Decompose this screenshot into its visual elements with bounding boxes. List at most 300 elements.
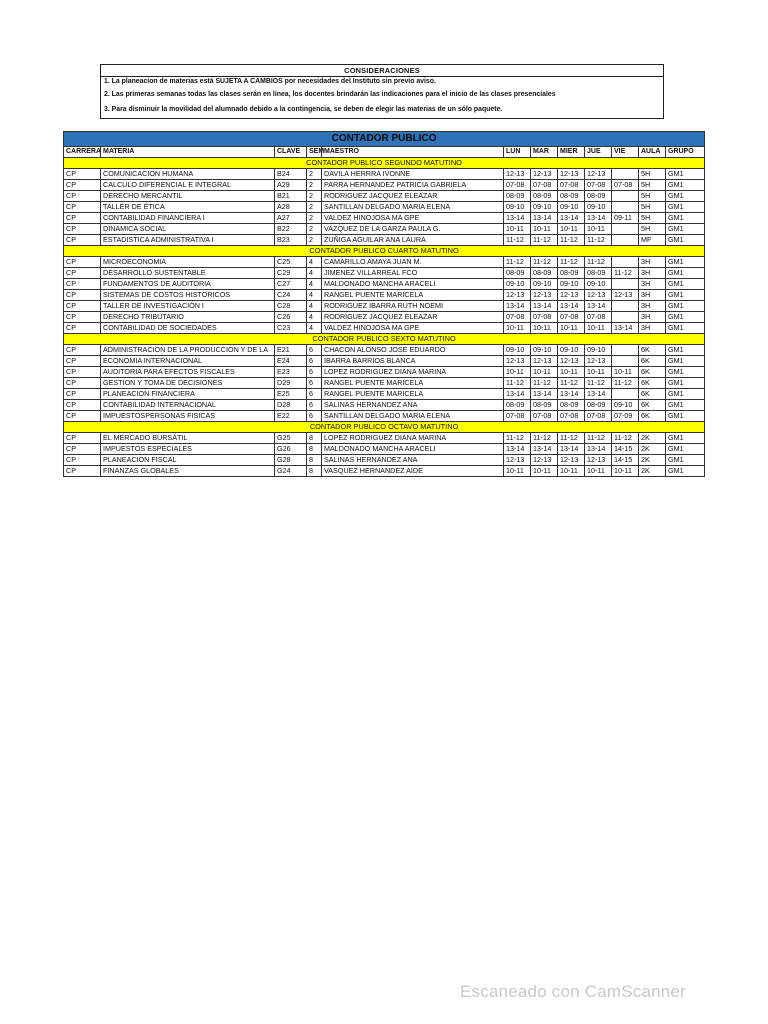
consideration-2: 2. Las primeras semanas todas las clases serán en línea, los docentes brindarán las indicaciones para el inicio de las clases presenciales — [104, 91, 556, 98]
table-cell: 11-12 — [558, 433, 585, 444]
table-cell: 13-14 — [531, 444, 558, 455]
table-cell: RODRIGUEZ IBARRA RUTH NOEMI — [322, 301, 504, 312]
table-cell: 07-08 — [585, 411, 612, 422]
table-cell: 2 — [307, 235, 322, 246]
table-cell: 6K — [639, 411, 666, 422]
table-cell: 13-14 — [504, 213, 531, 224]
table-cell: CP — [64, 235, 101, 246]
table-cell: 07-08 — [585, 312, 612, 323]
table-cell: G28 — [275, 455, 307, 466]
table-cell: 11-12 — [504, 378, 531, 389]
table-cell: G24 — [275, 466, 307, 477]
table-cell: 07-08 — [558, 312, 585, 323]
table-cell: E24 — [275, 356, 307, 367]
table-cell: 11-12 — [612, 378, 639, 389]
table-cell: 09-10 — [504, 345, 531, 356]
table-cell: AUDITORIA PARA EFECTOS FISCALES — [101, 367, 275, 378]
table-cell: RANGEL PUENTE MARICELA — [322, 389, 504, 400]
table-row — [64, 323, 705, 334]
camscanner-watermark: Escaneado con CamScanner — [460, 982, 686, 1001]
table-cell: GM1 — [666, 279, 705, 290]
table-row — [64, 433, 705, 444]
table-cell: 6 — [307, 345, 322, 356]
table-cell: 6 — [307, 411, 322, 422]
table-cell: 2 — [307, 169, 322, 180]
table-cell: DERECHO TRIBUTARIO — [101, 312, 275, 323]
table-cell: 08-09 — [585, 191, 612, 202]
table-cell: RANGEL PUENTE MARICELA — [322, 290, 504, 301]
table-cell: 10-11 — [558, 466, 585, 477]
table-cell: 07-08 — [531, 180, 558, 191]
table-cell: 13-14 — [531, 389, 558, 400]
column-header-row — [64, 147, 705, 158]
table-cell: TALLER DE INVESTIGACIÓN I — [101, 301, 275, 312]
column-header: VIE — [612, 147, 639, 158]
table-cell — [612, 312, 639, 323]
table-cell: 4 — [307, 323, 322, 334]
table-cell: 4 — [307, 257, 322, 268]
table-cell: 10-11 — [612, 466, 639, 477]
table-cell: LOPEZ RODRIGUEZ DIANA MARINA — [322, 433, 504, 444]
table-cell — [612, 356, 639, 367]
table-cell: CALCULO DIFERENCIAL E INTEGRAL — [101, 180, 275, 191]
table-cell: 08-09 — [558, 191, 585, 202]
table-cell: D28 — [275, 400, 307, 411]
table-cell: 14-15 — [612, 444, 639, 455]
section-title: CONTADOR PUBLICO OCTAVO MATUTINO — [64, 422, 705, 433]
table-cell: A28 — [275, 202, 307, 213]
section-title: CONTADOR PUBLICO CUARTO MATUTINO — [64, 246, 705, 257]
table-cell: 12-13 — [558, 455, 585, 466]
table-cell — [612, 235, 639, 246]
table-row — [64, 411, 705, 422]
table-cell: 2 — [307, 224, 322, 235]
table-cell: 12-13 — [585, 356, 612, 367]
table-cell: 11-12 — [585, 433, 612, 444]
table-cell: E21 — [275, 345, 307, 356]
table-cell: 3H — [639, 301, 666, 312]
table-cell: 6 — [307, 356, 322, 367]
table-cell: EL MERCADO BURSÁTIL — [101, 433, 275, 444]
table-cell: 2K — [639, 433, 666, 444]
table-cell: 10-11 — [558, 323, 585, 334]
table-cell: 2 — [307, 202, 322, 213]
table-cell: E23 — [275, 367, 307, 378]
table-cell: GM1 — [666, 466, 705, 477]
table-cell: 09-10 — [531, 345, 558, 356]
table-cell: 3H — [639, 279, 666, 290]
table-cell: GM1 — [666, 224, 705, 235]
table-cell: MICROECONOMIA — [101, 257, 275, 268]
table-cell: 09-10 — [585, 345, 612, 356]
table-cell: 11-12 — [531, 235, 558, 246]
table-cell: GM1 — [666, 367, 705, 378]
table-cell: 09-10 — [504, 279, 531, 290]
table-cell: 11-12 — [558, 257, 585, 268]
table-row — [64, 213, 705, 224]
table-cell: B23 — [275, 235, 307, 246]
table-cell: 11-12 — [612, 268, 639, 279]
table-cell: 09-10 — [558, 202, 585, 213]
considerations-box — [100, 64, 664, 119]
table-cell: GM1 — [666, 455, 705, 466]
table-cell: 11-12 — [612, 433, 639, 444]
table-cell: 13-14 — [585, 389, 612, 400]
table-cell: GM1 — [666, 411, 705, 422]
table-cell: ADMINISTRACION DE LA PRODUCCION Y DE LA — [101, 345, 275, 356]
table-row — [64, 378, 705, 389]
table-cell: PLANEACION FISCAL — [101, 455, 275, 466]
table-cell: GM1 — [666, 235, 705, 246]
table-cell: 07-08 — [504, 411, 531, 422]
table-cell: 13-14 — [531, 213, 558, 224]
column-header: CLAVE — [275, 147, 307, 158]
table-cell: CP — [64, 444, 101, 455]
section-title: CONTADOR PUBLICO SEXTO MATUTINO — [64, 334, 705, 345]
table-row — [64, 444, 705, 455]
table-row — [64, 268, 705, 279]
table-cell: GM1 — [666, 444, 705, 455]
table-cell: 11-12 — [504, 433, 531, 444]
table-cell: 12-13 — [585, 455, 612, 466]
column-header: MATERIA — [101, 147, 275, 158]
table-cell: 11-12 — [585, 257, 612, 268]
table-cell — [612, 257, 639, 268]
table-cell: MALDONADO MANCHA ARACELI — [322, 444, 504, 455]
table-cell: CP — [64, 202, 101, 213]
table-cell: C28 — [275, 301, 307, 312]
table-cell: 07-08 — [504, 180, 531, 191]
table-cell: IBARRA BARRIOS BLANCA — [322, 356, 504, 367]
table-cell: 6 — [307, 378, 322, 389]
consideration-3: 3. Para disminuir la movilidad del alumnado debido a la contingencia, se deben de elegir las materias de un sólo paquete. — [104, 106, 503, 113]
table-cell: 10-11 — [504, 367, 531, 378]
table-cell: CP — [64, 301, 101, 312]
table-cell: 09-10 — [585, 202, 612, 213]
table-cell: 12-13 — [585, 169, 612, 180]
table-row — [64, 301, 705, 312]
table-cell: CP — [64, 367, 101, 378]
column-header: SEM — [307, 147, 322, 158]
table-row — [64, 224, 705, 235]
section-row — [64, 246, 705, 257]
table-cell: 09-10 — [504, 202, 531, 213]
table-cell: 2K — [639, 466, 666, 477]
schedule-body — [64, 132, 705, 477]
table-cell: CP — [64, 389, 101, 400]
column-header: MIER — [558, 147, 585, 158]
table-cell: TALLER DE ÉTICA — [101, 202, 275, 213]
table-row — [64, 367, 705, 378]
table-cell: GM1 — [666, 202, 705, 213]
section-row — [64, 158, 705, 169]
schedule-table — [63, 131, 705, 477]
table-cell: 11-12 — [585, 378, 612, 389]
table-cell: 11-12 — [558, 235, 585, 246]
table-cell: DERECHO MERCANTIL — [101, 191, 275, 202]
table-cell: GESTION Y TOMA DE DECISIONES — [101, 378, 275, 389]
table-cell: 09-10 — [558, 279, 585, 290]
table-cell: CP — [64, 191, 101, 202]
table-cell: 09-10 — [531, 279, 558, 290]
table-cell: 10-11 — [504, 323, 531, 334]
table-cell: ZUÑIGA AGUILAR ANA LAURA — [322, 235, 504, 246]
table-cell: 10-11 — [531, 466, 558, 477]
table-cell: MALDONADO MANCHA ARACELI — [322, 279, 504, 290]
table-cell: 13-14 — [585, 301, 612, 312]
table-cell: 11-12 — [504, 257, 531, 268]
table-cell: GM1 — [666, 301, 705, 312]
table-cell: 4 — [307, 279, 322, 290]
table-cell: 2 — [307, 213, 322, 224]
table-cell: 07-08 — [558, 411, 585, 422]
table-cell: IMPUESTOSPERSONAS FISICAS — [101, 411, 275, 422]
table-cell: A29 — [275, 180, 307, 191]
table-cell: GM1 — [666, 312, 705, 323]
table-cell: CP — [64, 312, 101, 323]
table-cell: 10-11 — [531, 323, 558, 334]
table-cell: 09-10 — [585, 279, 612, 290]
table-title: CONTADOR PUBLICO — [64, 132, 705, 147]
table-cell: 12-13 — [504, 455, 531, 466]
table-cell: 12-13 — [558, 356, 585, 367]
table-cell: CP — [64, 279, 101, 290]
table-cell: VALDEZ HINOJOSA MA GPE — [322, 213, 504, 224]
table-cell: CP — [64, 169, 101, 180]
table-cell: E25 — [275, 389, 307, 400]
table-cell: MF — [639, 235, 666, 246]
consideration-1: 1. La planeacion de materias está SUJETA A CAMBIOS por necesidades del Instituto sin previo aviso. — [104, 78, 436, 85]
table-cell: 12-13 — [504, 169, 531, 180]
table-cell: E22 — [275, 411, 307, 422]
table-cell: 08-09 — [504, 268, 531, 279]
table-cell: CP — [64, 455, 101, 466]
table-cell: CP — [64, 378, 101, 389]
table-cell: SALINAS HERNANDEZ ANA — [322, 455, 504, 466]
table-cell: 6 — [307, 389, 322, 400]
table-cell: 07-08 — [612, 180, 639, 191]
table-cell: ESTADISTICA ADMINISTRATIVA I — [101, 235, 275, 246]
table-row — [64, 389, 705, 400]
column-header: JUE — [585, 147, 612, 158]
table-cell: CP — [64, 356, 101, 367]
table-cell: 6K — [639, 356, 666, 367]
table-cell: GM1 — [666, 378, 705, 389]
table-cell: 3H — [639, 323, 666, 334]
table-cell: CP — [64, 213, 101, 224]
table-cell: 07-08 — [531, 312, 558, 323]
table-cell: 08-09 — [531, 268, 558, 279]
table-cell: 4 — [307, 312, 322, 323]
table-cell: CP — [64, 257, 101, 268]
table-cell: B24 — [275, 169, 307, 180]
table-cell: 6K — [639, 367, 666, 378]
table-cell: 08-09 — [504, 191, 531, 202]
table-cell: CHACON ALONSO JOSE EDUARDO — [322, 345, 504, 356]
table-cell: 5H — [639, 213, 666, 224]
table-cell: G26 — [275, 444, 307, 455]
table-cell: 07-09 — [612, 411, 639, 422]
table-cell: 11-12 — [558, 378, 585, 389]
table-cell: 12-13 — [504, 356, 531, 367]
table-cell: 10-11 — [585, 466, 612, 477]
table-row — [64, 455, 705, 466]
table-cell: 09-10 — [531, 202, 558, 213]
table-cell: GM1 — [666, 169, 705, 180]
table-cell: 6K — [639, 400, 666, 411]
table-cell: 3H — [639, 290, 666, 301]
table-cell: C26 — [275, 312, 307, 323]
table-cell: ECONOMIA INTERNACIONAL — [101, 356, 275, 367]
table-cell — [612, 389, 639, 400]
table-cell: 4 — [307, 290, 322, 301]
table-cell: 2 — [307, 180, 322, 191]
table-cell: RODRIGUEZ JACQUEZ ELEAZAR — [322, 312, 504, 323]
table-row — [64, 279, 705, 290]
table-cell: 12-13 — [531, 290, 558, 301]
table-cell: 3H — [639, 257, 666, 268]
table-cell: 10-11 — [531, 367, 558, 378]
table-cell: A27 — [275, 213, 307, 224]
table-cell: RANGEL PUENTE MARICELA — [322, 378, 504, 389]
table-cell: 10-11 — [585, 323, 612, 334]
table-cell: 07-08 — [585, 180, 612, 191]
table-cell: IMPUESTOS ESPECIALES — [101, 444, 275, 455]
table-cell: 12-13 — [585, 290, 612, 301]
table-cell: 11-12 — [531, 257, 558, 268]
table-cell: B21 — [275, 191, 307, 202]
table-cell: 6K — [639, 389, 666, 400]
column-header: MAESTRO — [322, 147, 504, 158]
table-cell: 12-13 — [612, 290, 639, 301]
table-cell: 08-09 — [558, 268, 585, 279]
table-cell: CONTABILIDAD INTERNACIONAL — [101, 400, 275, 411]
table-cell: CAMARILLO AMAYA JUAN M. — [322, 257, 504, 268]
table-cell: JIMENEZ VILLARREAL FCO — [322, 268, 504, 279]
table-cell: 6K — [639, 378, 666, 389]
table-cell: C24 — [275, 290, 307, 301]
section-row — [64, 334, 705, 345]
table-cell — [612, 345, 639, 356]
table-cell — [612, 202, 639, 213]
table-row — [64, 400, 705, 411]
table-cell: 12-13 — [531, 455, 558, 466]
table-cell — [612, 279, 639, 290]
table-cell: G25 — [275, 433, 307, 444]
table-row — [64, 345, 705, 356]
table-cell: 13-14 — [504, 444, 531, 455]
table-cell: 13-14 — [558, 301, 585, 312]
table-cell — [612, 169, 639, 180]
table-cell: 10-11 — [585, 367, 612, 378]
table-cell: 4 — [307, 301, 322, 312]
table-cell: SISTEMAS DE COSTOS HISTORICOS — [101, 290, 275, 301]
table-cell: SALINAS HERNANDEZ ANA — [322, 400, 504, 411]
table-cell: C29 — [275, 268, 307, 279]
table-cell: FUNDAMENTOS DE AUDITORIA — [101, 279, 275, 290]
table-cell: 5H — [639, 180, 666, 191]
table-cell: CONTABILIDAD FINANCIERA I — [101, 213, 275, 224]
table-row — [64, 356, 705, 367]
table-cell: COMUNICACION HUMANA — [101, 169, 275, 180]
table-cell: 8 — [307, 444, 322, 455]
table-row — [64, 312, 705, 323]
table-cell: CP — [64, 268, 101, 279]
column-header: MAR — [531, 147, 558, 158]
table-cell: 12-13 — [531, 169, 558, 180]
table-cell: 6K — [639, 345, 666, 356]
table-cell: VALDEZ HINOJOSA MA GPE — [322, 323, 504, 334]
table-cell: GM1 — [666, 191, 705, 202]
column-header: CARRERA — [64, 147, 101, 158]
table-cell: C25 — [275, 257, 307, 268]
table-cell — [612, 224, 639, 235]
table-cell: CP — [64, 345, 101, 356]
table-cell: 07-08 — [531, 411, 558, 422]
table-row — [64, 180, 705, 191]
table-cell: 5H — [639, 224, 666, 235]
table-cell: GM1 — [666, 257, 705, 268]
table-cell: 14-15 — [612, 455, 639, 466]
table-cell: 13-14 — [558, 389, 585, 400]
table-cell: B22 — [275, 224, 307, 235]
table-cell: 08-09 — [531, 191, 558, 202]
table-cell: 07-08 — [504, 312, 531, 323]
table-cell: CP — [64, 323, 101, 334]
table-cell: 10-11 — [504, 224, 531, 235]
table-cell: GM1 — [666, 268, 705, 279]
table-cell: 2K — [639, 455, 666, 466]
table-cell: 10-11 — [558, 224, 585, 235]
column-header: GRUPO — [666, 147, 705, 158]
table-cell — [612, 191, 639, 202]
table-cell: 10-11 — [612, 367, 639, 378]
table-cell: DESARROLLO SUSTENTABLE — [101, 268, 275, 279]
table-cell: 6 — [307, 400, 322, 411]
table-cell: 09-10 — [558, 345, 585, 356]
table-row — [64, 290, 705, 301]
table-cell: 08-09 — [504, 400, 531, 411]
table-row — [64, 202, 705, 213]
table-cell: 09-10 — [612, 400, 639, 411]
table-cell: 07-08 — [558, 180, 585, 191]
table-cell: RODRIGUEZ JACQUEZ ELEAZAR — [322, 191, 504, 202]
table-cell: 13-14 — [585, 213, 612, 224]
table-cell: VAZQUEZ DE LA GARZA PAULA G. — [322, 224, 504, 235]
table-cell: 8 — [307, 433, 322, 444]
table-cell: DAVILA HERRRA IVONNE — [322, 169, 504, 180]
table-cell: GM1 — [666, 356, 705, 367]
table-cell: 10-11 — [558, 367, 585, 378]
table-cell: GM1 — [666, 345, 705, 356]
table-cell: 2K — [639, 444, 666, 455]
table-cell: 12-13 — [504, 290, 531, 301]
table-cell: CP — [64, 290, 101, 301]
table-row — [64, 466, 705, 477]
table-cell: 10-11 — [531, 224, 558, 235]
table-title-row — [64, 132, 705, 147]
table-cell: CP — [64, 400, 101, 411]
column-header: AULA — [639, 147, 666, 158]
table-cell: 12-13 — [558, 169, 585, 180]
table-cell: GM1 — [666, 180, 705, 191]
table-cell: 12-13 — [558, 290, 585, 301]
table-cell: 11-12 — [531, 433, 558, 444]
table-cell: VASQUEZ HERNANDEZ AIDE — [322, 466, 504, 477]
table-cell: 11-12 — [585, 235, 612, 246]
table-cell: CONTABILIDAD DE SOCIEDADES — [101, 323, 275, 334]
table-cell: GM1 — [666, 213, 705, 224]
